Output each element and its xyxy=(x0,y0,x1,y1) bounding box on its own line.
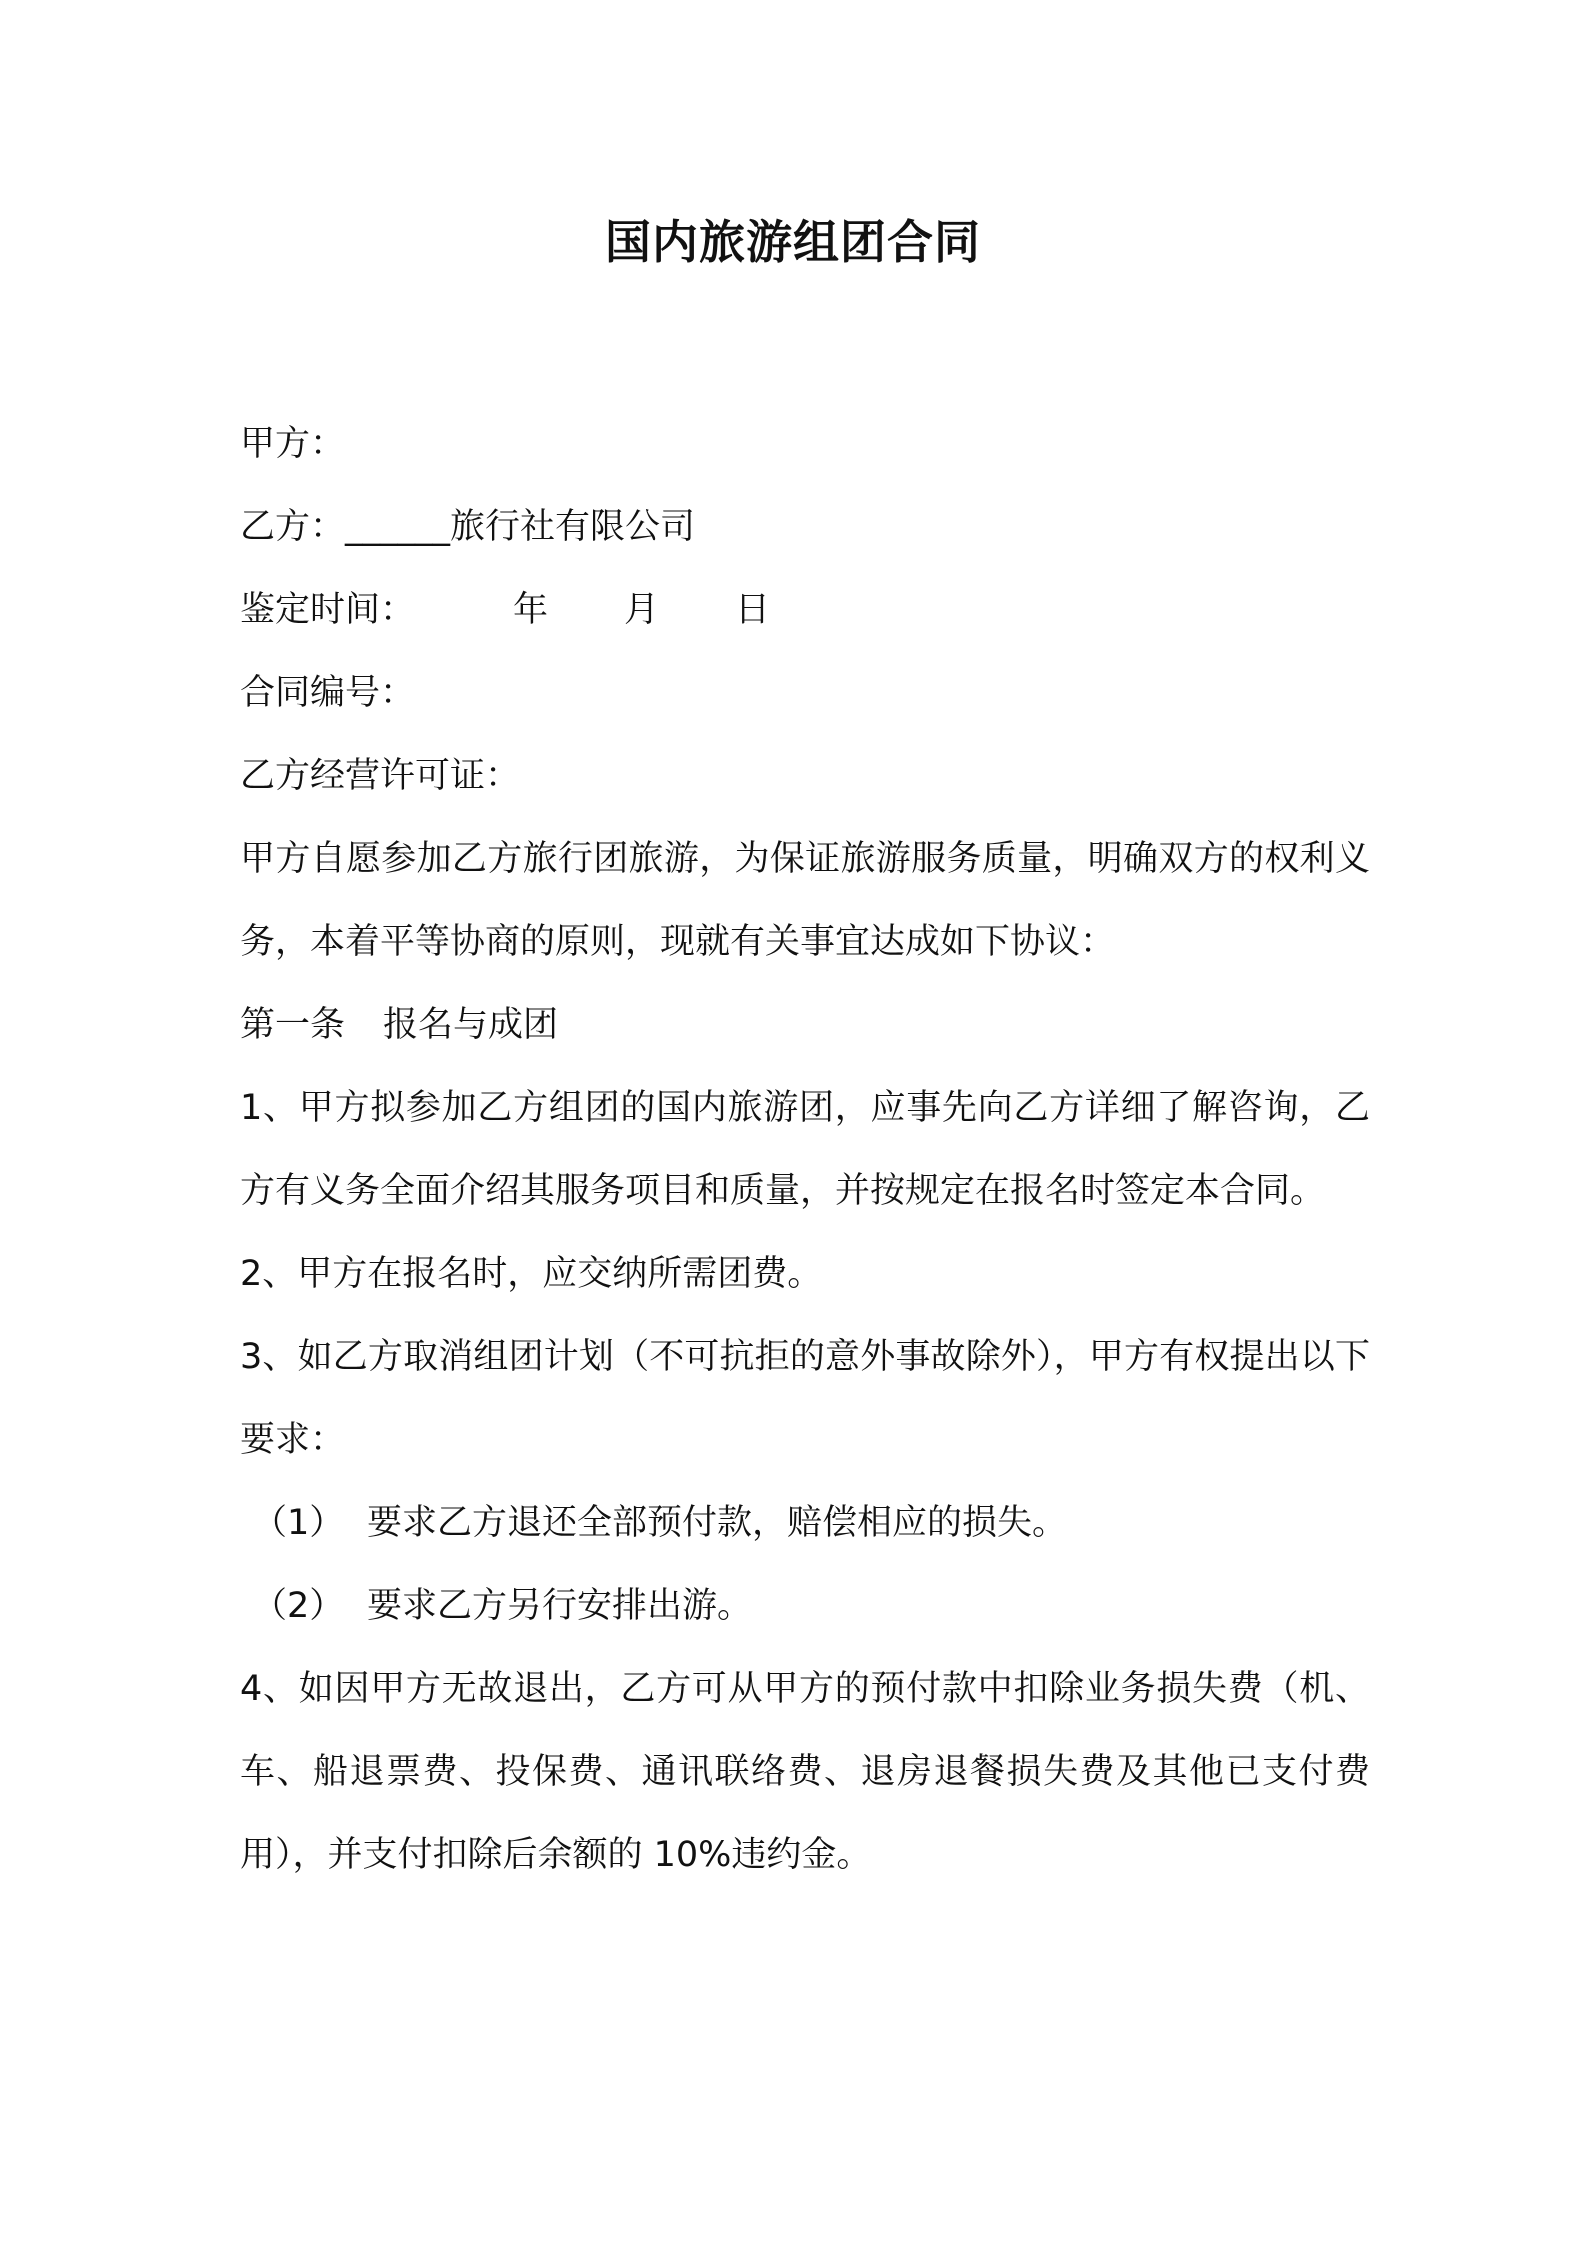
article-heading xyxy=(240,984,1370,1067)
date-line xyxy=(240,569,1370,652)
document-title: 国内旅游组团合同 xyxy=(605,215,981,269)
clause-item-1: 1、甲方拟参加乙方组团的国内旅游团，应事先向乙方详细了解咨询，乙方有义务全面介绍其服务项目和质量，并按规定在报名时签定本合同。 xyxy=(240,1088,1370,1211)
date-month: 月 xyxy=(624,590,660,630)
clause-item-4: 4、如因甲方无故退出，乙方可从甲方的预付款中扣除业务损失费（机、车、船退票费、投保费、通讯联络费、退房退餐损失费及其他已支付费用），并支付扣除后余额的 10%违约金。 xyxy=(240,1669,1370,1875)
contract-number-line: 合同编号： xyxy=(240,673,416,713)
party-a-line: 甲方： xyxy=(240,424,346,464)
sub-item-number: （1） xyxy=(252,1503,345,1543)
clause-item-3: 3、如乙方取消组团计划（不可抗拒的意外事故除外），甲方有权提出以下要求： xyxy=(240,1337,1370,1460)
clause-item-2: 2、甲方在报名时，应交纳所需团费。 xyxy=(240,1254,823,1294)
date-label: 鉴定时间： xyxy=(240,590,416,630)
sub-item-text: 要求乙方退还全部预付款，赔偿相应的损失。 xyxy=(367,1503,1068,1543)
sub-item-text: 要求乙方另行安排出游。 xyxy=(367,1586,753,1626)
article-title: 报名与成团 xyxy=(383,1005,559,1045)
license-line: 乙方经营许可证： xyxy=(240,756,521,796)
article-number: 第一条 xyxy=(240,1005,346,1045)
clause-item-3-sub-2 xyxy=(240,1565,1370,1648)
document-body xyxy=(240,403,1370,1897)
intro-paragraph: 甲方自愿参加乙方旅行团旅游，为保证旅游服务质量，明确双方的权利义务，本着平等协商的原则，现就有关事宜达成如下协议： xyxy=(240,839,1370,962)
party-b-line: 乙方：______旅行社有限公司 xyxy=(240,507,696,547)
sub-item-number: （2） xyxy=(252,1586,345,1626)
date-year: 年 xyxy=(513,590,549,630)
clause-item-3-sub-1 xyxy=(240,1482,1370,1565)
date-day: 日 xyxy=(735,590,771,630)
